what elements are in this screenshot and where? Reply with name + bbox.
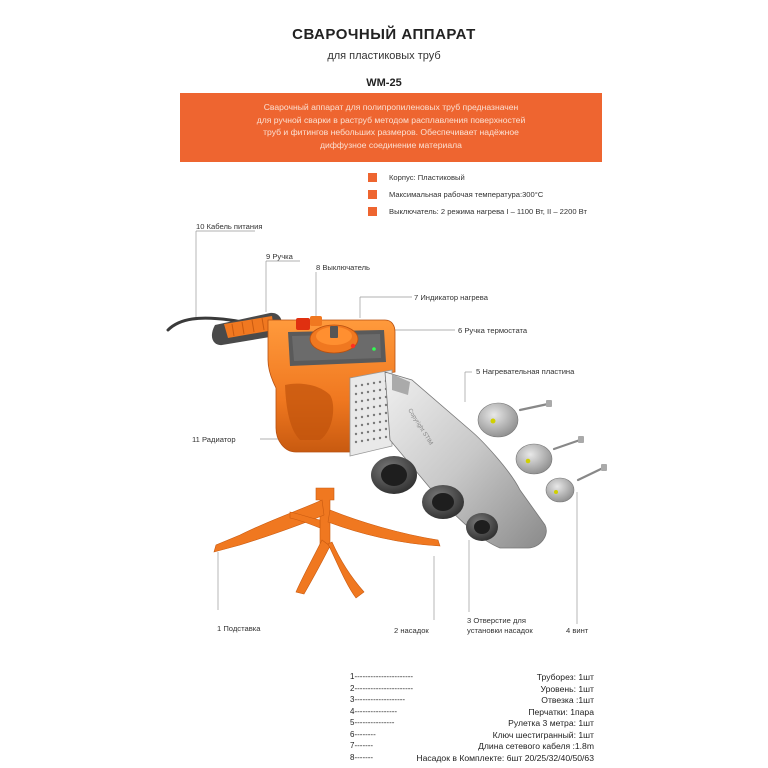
part-label-handle: 9 Ручка xyxy=(266,252,293,261)
part-label-stand: 1 Подставка xyxy=(217,624,261,633)
model-name: WM-25 xyxy=(366,77,402,89)
part-label-nozzle: 2 насадок xyxy=(394,626,429,635)
list-item xyxy=(350,707,600,719)
kit-item: Труборез: 1шт xyxy=(536,672,594,682)
list-item xyxy=(350,684,600,696)
kit-item: Длина сетевого кабеля :1.8m xyxy=(478,741,594,751)
list-item xyxy=(350,753,600,765)
part-label-radiator: 11 Радиатор xyxy=(192,435,236,444)
kit-number: 3------------------- xyxy=(350,695,406,704)
kit-item: Перчатки: 1пара xyxy=(528,706,594,717)
kit-item: Уровень: 1шт xyxy=(540,683,594,694)
kit-number: 6-------- xyxy=(350,729,376,739)
kit-item: Насадок в Комплекте: 6шт 20/25/32/40/50/63 xyxy=(416,752,594,763)
list-item xyxy=(350,730,600,742)
part-label-cable: 10 Кабель питания xyxy=(196,222,263,231)
part-label-nozzle-hole: 3 Отверстие для установки насадок xyxy=(467,616,533,635)
kit-number: 4---------------- xyxy=(350,706,398,716)
list-item xyxy=(350,695,600,707)
kit-number: 7------- xyxy=(350,741,374,750)
kit-item: Отвезка :1шт xyxy=(541,695,594,705)
kit-number: 8------- xyxy=(350,752,374,762)
list-item xyxy=(350,718,600,730)
banner-line: для ручной сварки в раструб методом расплавления поверхностей xyxy=(256,114,526,125)
banner-line: труб и фитингов небольших размеров. Обеспечивает надёжное xyxy=(263,127,519,138)
part-label-indicator: 7 Индикатор нагрева xyxy=(414,293,488,302)
banner-line: Сварочный аппарат для полипропиленовых труб предназначен xyxy=(263,102,519,112)
kit-number: 5--------------- xyxy=(350,718,395,727)
part-label-switch: 8 Выключатель xyxy=(316,263,370,272)
kit-number: 1---------------------- xyxy=(350,672,414,681)
stand-icon xyxy=(214,488,440,598)
page-subtitle: для пластиковых труб xyxy=(327,50,441,62)
watermark-text: Copyright STIM xyxy=(406,407,434,447)
part-label-thermostat: 6 Ручка термостата xyxy=(458,326,528,335)
kit-number: 2---------------------- xyxy=(350,683,414,693)
kit-item: Ключ шестигранный: 1шт xyxy=(492,729,594,740)
part-label-screw: 4 винт xyxy=(566,626,589,635)
page-title: СВАРОЧНЫЙ АППАРАТ xyxy=(292,26,476,43)
spec-text: Корпус: Пластиковый xyxy=(389,173,465,182)
kit-item: Рулетка 3 метра: 1шт xyxy=(508,718,594,728)
kit-list xyxy=(350,672,600,764)
list-item xyxy=(350,672,600,684)
spec-text: Максимальная рабочая температура:300°C xyxy=(389,190,544,199)
banner-line: диффузное соединение материала xyxy=(320,139,462,150)
spec-text: Выключатель: 2 режима нагрева I – 1100 Вт, II – 2200 Вт xyxy=(389,207,587,216)
screw-heads xyxy=(546,400,607,471)
part-label-heating-plate: 5 Нагревательная пластина xyxy=(476,367,575,376)
list-item xyxy=(350,741,600,753)
